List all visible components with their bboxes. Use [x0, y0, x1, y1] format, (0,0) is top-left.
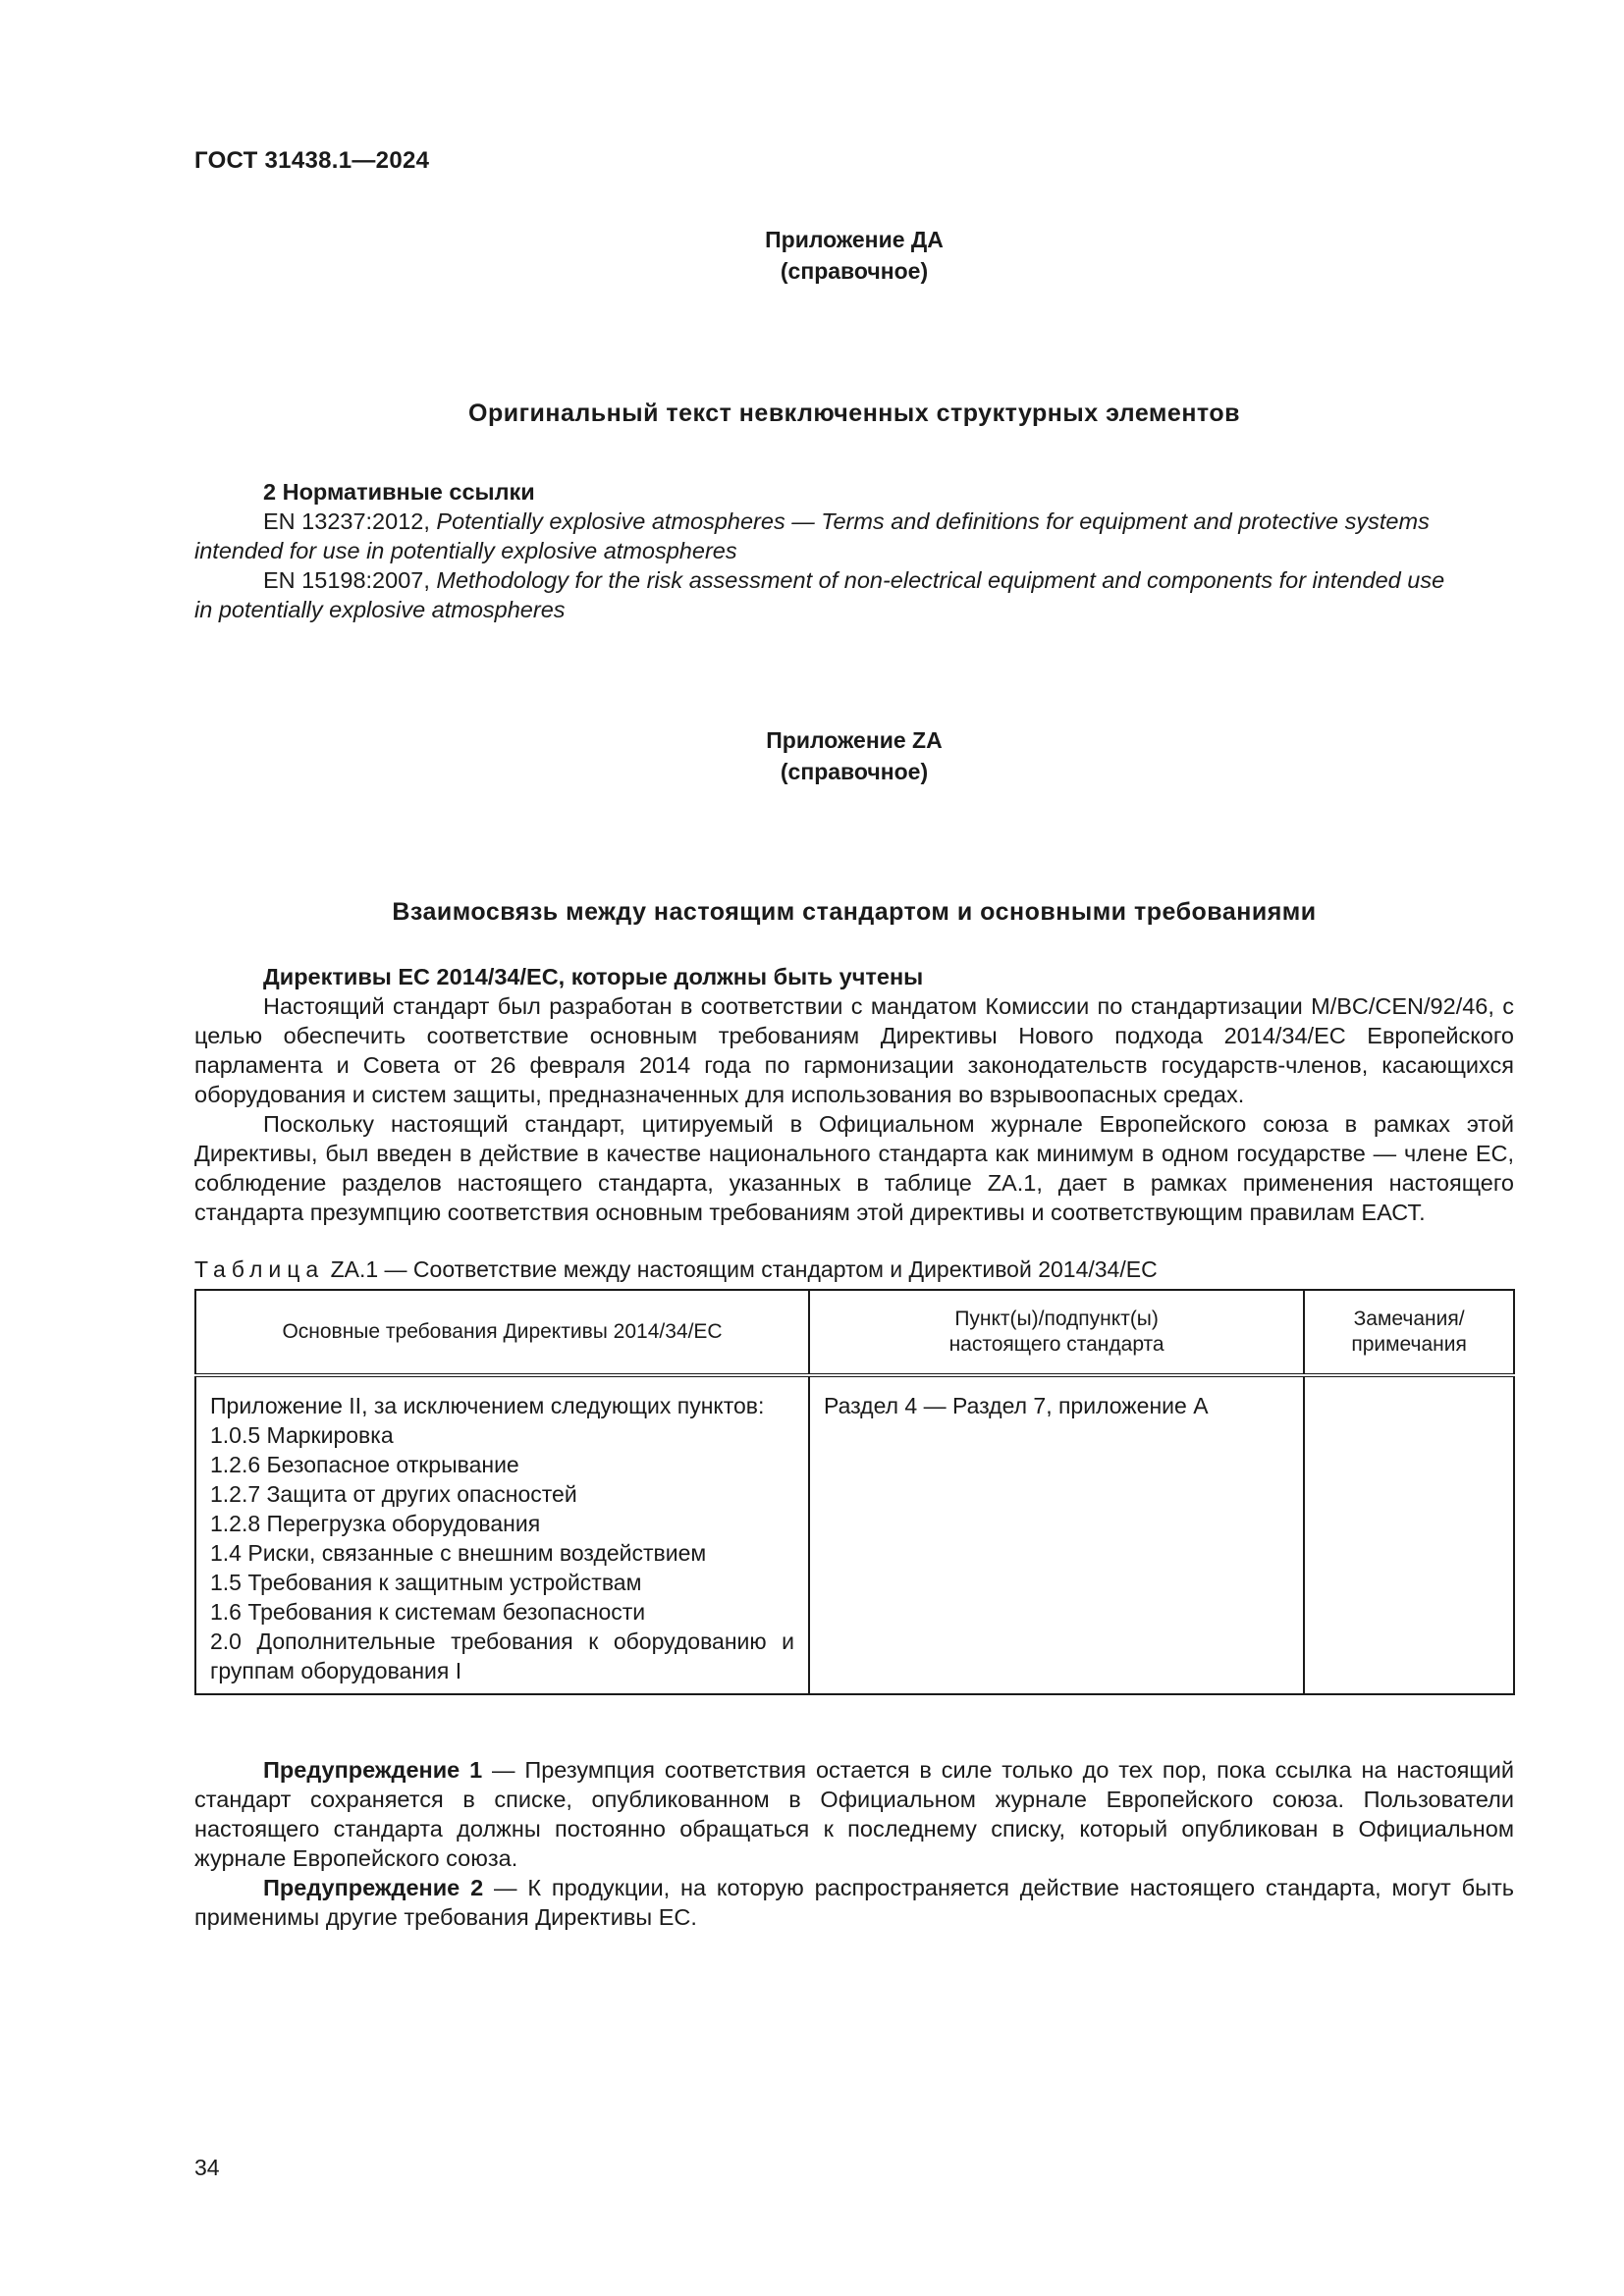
paragraph: Настоящий стандарт был разработан в соответствии с мандатом Комиссии по стандартизации M/BC/CEN/92/46, с целью обеспечить соответствие основным требованиям Директивы Нового подхода 2014/34/ЕС Европейского парламента и Совета от 26 февраля 2014 года по гармонизации законодательств государств-членов, касающихся оборудования и систем защиты, предназначенных для использования во взрывоопасных средах. [194, 993, 1514, 1107]
table-row [195, 1375, 1514, 1694]
table-header-row [195, 1290, 1514, 1375]
column-header-clauses: Пункт(ы)/подпункт(ы) настоящего стандарта [809, 1290, 1304, 1375]
normative-references [194, 477, 1514, 624]
annex-za-body [194, 962, 1514, 1227]
list-item: 1.0.5 Маркировка [210, 1422, 394, 1448]
list-item: 1.2.6 Безопасное открывание [210, 1452, 519, 1477]
list-item: 1.2.7 Защита от других опасностей [210, 1481, 577, 1507]
list-item: 2.0 Дополнительные требования к оборудованию и группам оборудования I [210, 1629, 795, 1683]
correspondence-table [194, 1289, 1515, 1695]
annex-da-status: (справочное) [780, 258, 929, 284]
list-item: 1.5 Требования к защитным устройствам [210, 1570, 642, 1595]
list-item: 1.4 Риски, связанные с внешним воздействием [210, 1540, 707, 1566]
list-item: 1.6 Требования к системам безопасности [210, 1599, 646, 1625]
column-header-requirements: Основные требования Директивы 2014/34/ЕС [195, 1290, 809, 1375]
references-section-title: 2 Нормативные ссылки [263, 479, 535, 505]
warnings [194, 1755, 1514, 1932]
column-header-remarks: Замечания/ примечания [1304, 1290, 1514, 1375]
requirements-cell [195, 1375, 809, 1694]
annex-za-title [194, 724, 1514, 787]
reference-item-continued: in potentially explosive atmospheres [194, 597, 566, 622]
document-id: ГОСТ 31438.1—2024 [194, 147, 430, 174]
reference-item: EN 15198:2007, Methodology for the risk assessment of non-electrical equipment and components for intended use [263, 567, 1445, 593]
annex-da-heading: Оригинальный текст невключенных структурных элементов [468, 400, 1240, 427]
remarks-cell [1304, 1375, 1514, 1694]
warning-2: Предупреждение 2 — К продукции, на которую распространяется действие настоящего стандарта, могут быть применимы другие требования Директивы ЕС. [194, 1875, 1515, 1930]
annex-za-heading: Взаимосвязь между настоящим стандартом и основными требованиями [392, 898, 1317, 926]
clauses-cell: Раздел 4 — Раздел 7, приложение А [809, 1375, 1304, 1694]
warning-1: Предупреждение 1 — Презумпция соответствия остается в силе только до тех пор, пока ссылка на настоящий стандарт сохраняется в списке, опубликованном в Официальном журнале Европейского союза. Пользователи настоящего стандарта должны постоянно обращаться к последнему списку, который опубликован в Официальном журнале Европейского союза. [194, 1757, 1514, 1871]
annex-za-label: Приложение ZA [766, 727, 943, 753]
annex-za-status: (справочное) [780, 759, 929, 784]
reference-item-continued: intended for use in potentially explosive atmospheres [194, 538, 737, 563]
table-caption: Таблица ZA.1 — Соответствие между настоящим стандартом и Директивой 2014/34/ЕС [194, 1256, 1158, 1282]
list-item: 1.2.8 Перегрузка оборудования [210, 1511, 541, 1536]
directive-subheading: Директивы ЕС 2014/34/ЕС, которые должны быть учтены [263, 964, 924, 989]
annex-da-label: Приложение ДА [765, 227, 944, 252]
requirements-intro: Приложение II, за исключением следующих пунктов: [210, 1393, 765, 1418]
annex-da-title [194, 224, 1514, 287]
paragraph: Поскольку настоящий стандарт, цитируемый в Официальном журнале Европейского союза в рамках этой Директивы, был введен в действие в качестве национального стандарта как минимум в одном государстве — члене ЕС, соблюдение разделов настоящего стандарта, указанных в таблице ZA.1, дает в рамках применения настоящего стандарта презумпцию соответствия основным требованиям этой директивы и соответствующим правилам ЕАСТ. [194, 1111, 1514, 1225]
page-number: 34 [194, 2155, 220, 2180]
reference-item: EN 13237:2012, Potentially explosive atmospheres — Terms and definitions for equipment and protective systems [263, 508, 1430, 534]
